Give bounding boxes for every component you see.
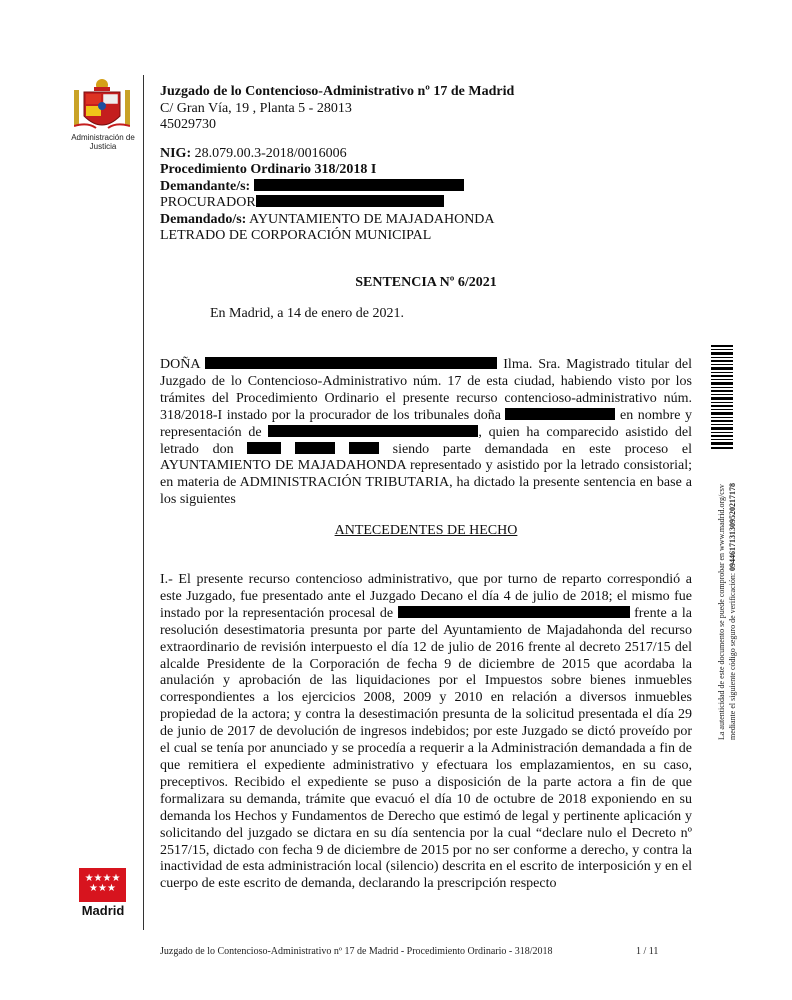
body-text: I.- El presente recurso contencioso administrativo, que por turno de reparto correspondió a este Juzgado, fue presentado ante el Juzgado Decano el día 4 de julio de 2018; el mismo fue instado por la representación procesal de [160,572,692,621]
redacted-block [349,442,379,454]
redacted-block [247,442,281,454]
procedure-line: Procedimiento Ordinario 318/2018 I [160,162,377,177]
admin-justicia-caption: Administración de Justicia [71,133,135,151]
plaintiff-label: Demandante/s: [160,178,251,194]
body-paragraph [160,572,692,893]
intro-paragraph [160,357,692,509]
court-address: C/ Gran Vía, 19 , Planta 5 - 28013 [160,100,352,116]
madrid-flag-logo [79,868,126,902]
defendant-label: Demandado/s: [160,211,247,227]
verification-prefix: mediante el siguiente código seguro de verificación: [728,572,737,740]
sentence-title: SENTENCIA Nº 6/2021 [355,275,497,290]
body-text: frente a la resolución desestimatoria presunta por parte del Ayuntamiento de Majadahonda del recurso extraordinario de revisión interpuesto el día 12 de julio de 2016 frente al decreto 2517/15 del alcalde Presidente de la Corporación de fecha 9 de diciembre de 2015 que acordaba la anulación y aprobación de las liquidaciones por el Impuestos sobre bienes inmuebles correspondientes a los ejercicios 2008, 2009 y 2010 en relación a diversos inmuebles propiedad de la actora; y contra la desestimación presunta de la solicitud presentada el día 29 de junio de 2017 de devolución de ingresos indebidos; por este Juzgado se dictó proveído por el cual se tenía por anunciado y se procedía a requerir a la Administración demandada a fin de que remitiera el expediente administrativo y efectuara los emplazamientos, en su caso, preceptivos. Recibido el expediente se puso a disposición de la parte actora a fin de que formalizara su demanda, trámite que evacuó el día 10 de octubre de 2018 exponiendo en su demanda los Hechos y Fundamentos de Derecho que estimó de legal y pertinente aplicación y solicitando del juzgado se dictara en su día sentencia por la cual “declare nulo el Decreto nº 2517/15, dictado con fecha 9 de diciembre de 2015 por no ser conforme a derecho, y contra la inactividad de esta administración local (silencio) descrita en el escrito de interposición y en el cuerpo de este escrito de demanda, declarando la prescripción respecto [160,605,693,892]
nig-line [160,146,514,163]
footer-text: Juzgado de lo Contencioso-Administrativo nº 17 de Madrid - Procedimiento Ordinario - 318/2018 [160,946,553,957]
page-number: 1 / 11 [636,946,659,957]
redacted-block [398,606,630,618]
intro-text: , quien ha comparecido asistido del letrado don [160,424,693,457]
procurador-label: PROCURADOR [160,195,256,210]
defendant-value: AYUNTAMIENTO DE MAJADAHONDA [249,211,495,227]
nig-value: 28.079.00.3-2018/0016006 [194,145,347,161]
intro-text: Ilma. Sra. Magistrado titular del Juzgado de lo Contencioso-Administrativo núm. 17 de esta ciudad, habiendo visto por los trámites del Procedimiento Ordinario el presente recurso contencioso-administrativo núm. 318/2018-I instado por la procurador de los tribunales doña [160,357,693,423]
plaintiff-line [160,179,514,196]
intro-text: en nombre y representación de [160,407,693,440]
redacted-block [256,195,444,207]
margin-rule [143,75,144,930]
date-line: En Madrid, a 14 de enero de 2021. [210,306,404,321]
lawyer-line: LETRADO DE CORPORACIÓN MUNICIPAL [160,228,432,243]
section-heading-text: ANTECEDENTES DE HECHO [334,523,518,538]
verification-line-1: La autenticidad de este documento se puede comprobar en www.madrid.org/csv [717,484,726,740]
intro-text: DOÑA [160,357,200,372]
verification-line-2 [727,340,738,740]
redacted-block [295,442,335,454]
verification-note [716,340,748,740]
court-code: 45029730 [160,117,216,132]
section-heading [160,523,692,539]
redacted-block [254,179,464,191]
nig-label: NIG: [160,145,192,161]
redacted-block [268,425,478,437]
redacted-block [205,357,497,369]
madrid-stars-icon: ★★★★ ★★★ [84,873,121,894]
defendant-line [160,212,514,229]
madrid-label: Madrid [81,903,125,918]
court-name: Juzgado de lo Contencioso-Administrativo nº 17 de Madrid [160,84,515,99]
intro-text: siendo parte demandada en este proceso el AYUNTAMIENTO DE MAJADAHONDA representado y asistido por la letrado consistorial; en materia de ADMINISTRACIÓN TRIBUTARIA, ha dictado la presente sentencia en base a los siguientes [160,441,693,508]
document-header [160,84,514,245]
verification-code: 0944617131309520217178 [728,482,737,571]
procurador-line [160,195,514,212]
redacted-block [505,408,615,420]
